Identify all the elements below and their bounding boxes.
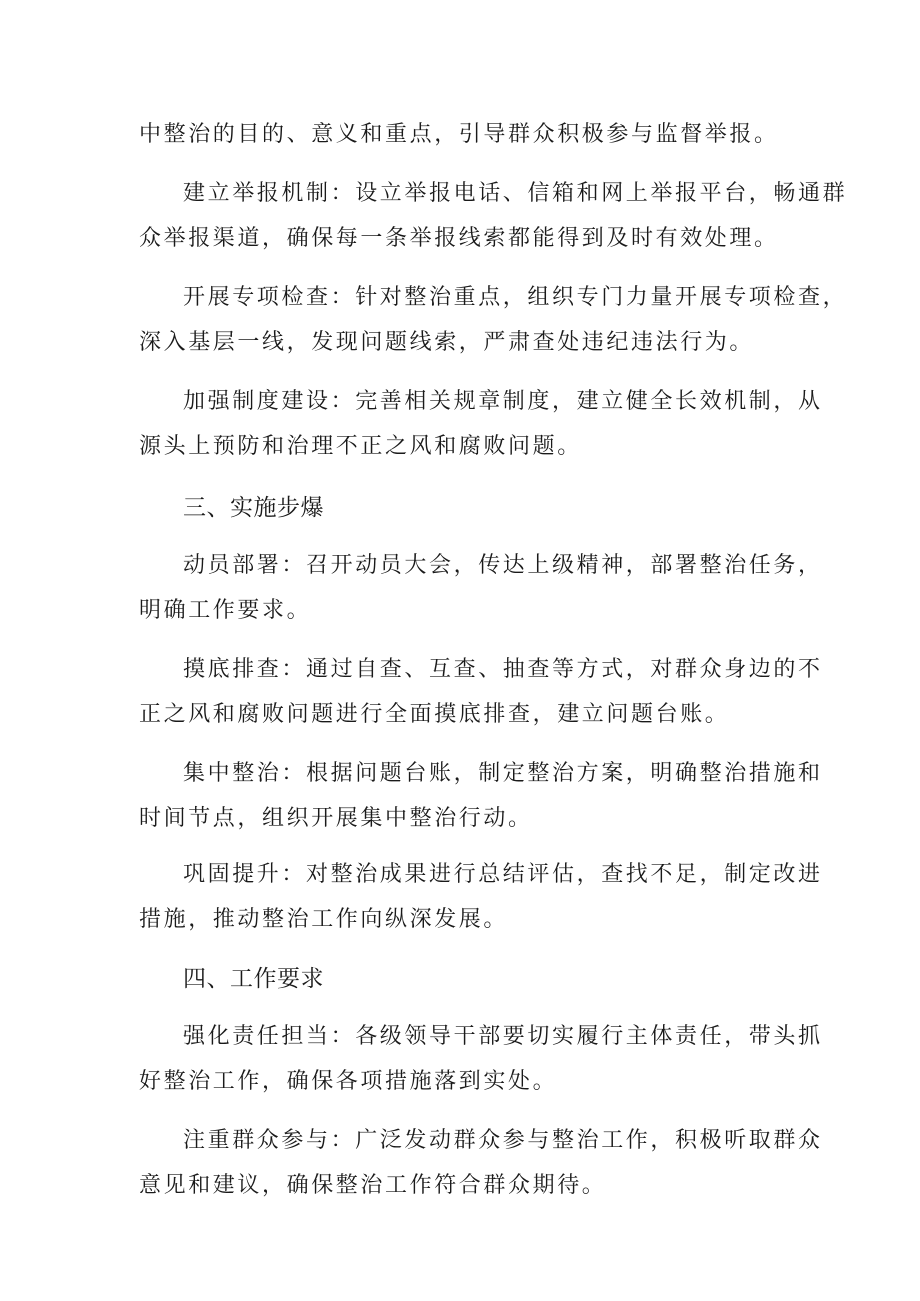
- text-line: 源头上预防和治理不正之风和腐败问题。: [139, 434, 582, 459]
- text-line: 加强制度建设：完善相关规章制度，建立健全长效机制，从: [183, 389, 823, 414]
- text-line: 明确工作要求。: [139, 598, 312, 623]
- text-line: 好整治工作，确保各项措施落到实处。: [139, 1069, 558, 1094]
- text-line: 强化责任担当：各级领导干部要切实履行主体责任，带头抓: [183, 1024, 823, 1049]
- text-line: 中整治的目的、意义和重点，引导群众积极参与监督举报。: [139, 122, 779, 147]
- text-line: 动员部署：召开动员大会，传达上级精神，部署整治任务，: [183, 553, 823, 578]
- text-line: 摸底排查：通过自查、互查、抽查等方式，对群众身边的不: [183, 657, 823, 682]
- section-heading-implementation-steps: 三、实施步爆: [183, 495, 324, 521]
- text-line: 注重群众参与：广泛发动群众参与整治工作，积极听取群众: [183, 1128, 823, 1153]
- text-line: 意见和建议，确保整治工作符合群众期待。: [139, 1173, 607, 1198]
- text-line: 时间节点，组织开展集中整治行动。: [139, 806, 533, 831]
- text-line: 措施，推动整治工作向纵深发展。: [139, 907, 509, 932]
- text-line: 建立举报机制：设立举报电话、信箱和网上举报平台，畅通群: [183, 181, 848, 206]
- section-heading-work-requirements: 四、工作要求: [183, 966, 324, 992]
- text-line: 开展专项检查：针对整治重点，组织专门力量开展专项检查，: [183, 285, 848, 310]
- text-line: 巩固提升：对整治成果进行总结评估，查找不足，制定改进: [183, 862, 823, 887]
- text-line: 深入基层一线，发现问题线索，严肃查处违纪违法行为。: [139, 330, 755, 355]
- text-line: 众举报渠道，确保每一条举报线索都能得到及时有效处理。: [139, 226, 779, 251]
- text-line: 正之风和腐败问题进行全面摸底排查，建立问题台账。: [139, 702, 730, 727]
- text-line: 集中整治：根据问题台账，制定整治方案，明确整治措施和: [183, 761, 823, 786]
